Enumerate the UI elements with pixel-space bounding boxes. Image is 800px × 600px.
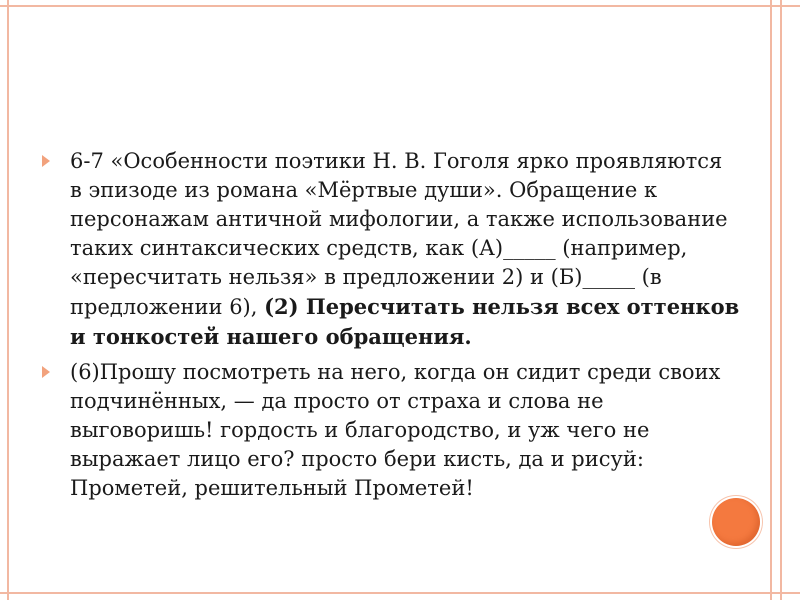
slide-body [40,147,740,509]
bullet-paragraph-1 [40,147,740,352]
paragraph-text: 6-7 «Особенности поэтики Н. В. Гоголя ярко проявляются в эпизоде из романа «Мёртвые души». Обращение к персонажам античной мифологии, а также использование таких синтаксических средств, как (А)_____ (например, «пересчитать нельзя» в предложении 2) и (Б)_____ (в предложении 6), [70,149,728,319]
paragraph-text: (6)Прошу посмотреть на него, когда он сидит среди своих подчинённых, — да просто от страха и слова не выговоришь! гордость и благородство, и уж чего не выражает лицо его? просто бери кисть, да и рисуй: Прометей, решительный Прометей! [70,360,721,500]
frame-left-line [7,0,9,600]
frame-right-line [770,0,772,600]
frame-bottom-line [0,592,800,594]
frame-right-line [780,0,782,600]
decorative-circle [712,498,760,546]
quoted-sentence: (2) Пересчитать нельзя всех оттенков и тонкостей нашего обращения. [70,294,740,349]
bullet-arrow-icon [42,366,50,378]
bullet-paragraph-2 [40,358,740,503]
frame-top-line [0,5,800,7]
bullet-arrow-icon [42,155,50,167]
